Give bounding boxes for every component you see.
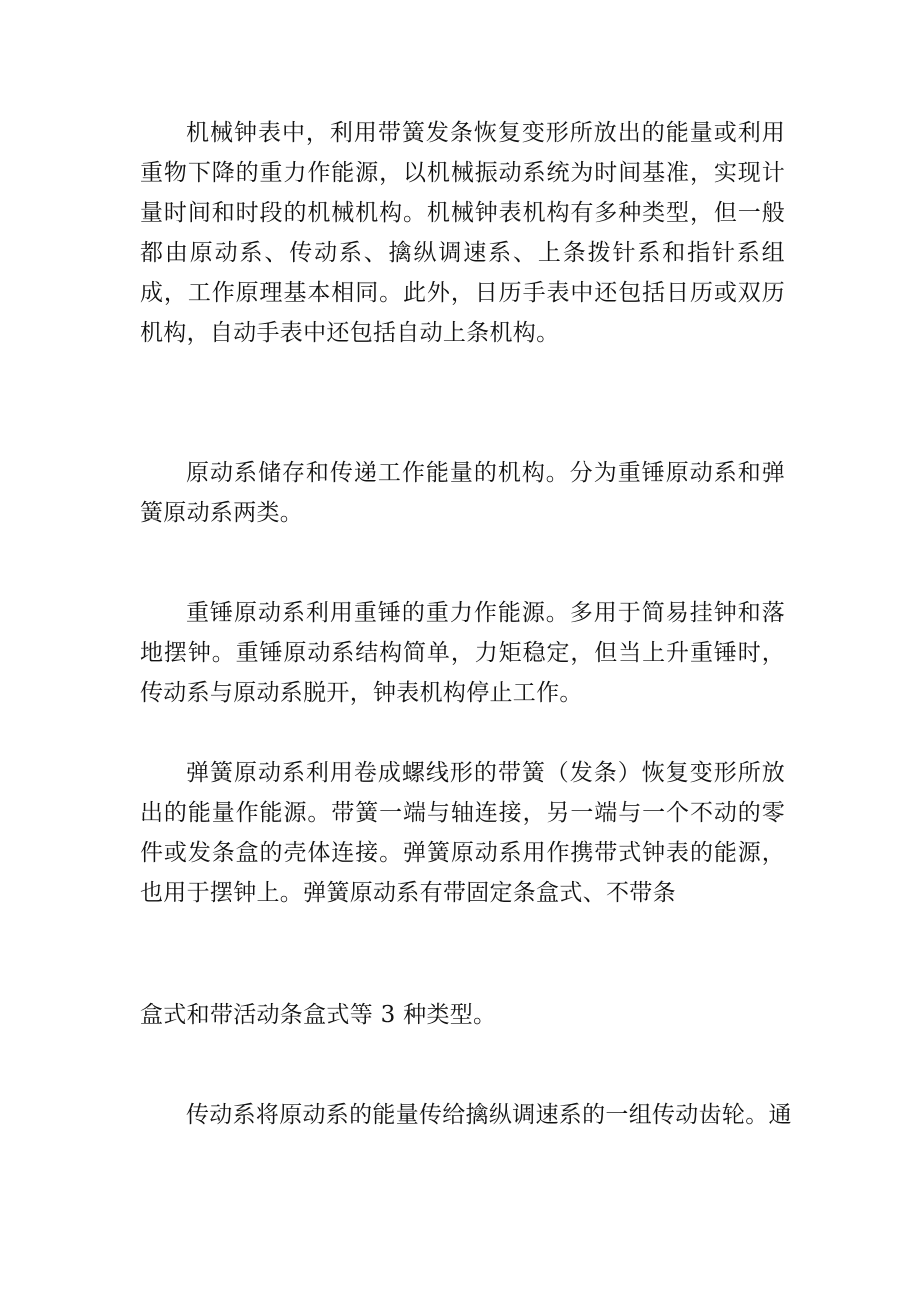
paragraph-weight-power-system: 重锤原动系利用重锤的重力作能源。多用于简易挂钟和落地摆钟。重锤原动系结构简单，力矩稳定，但当上升重锤时，传动系与原动系脱开，钟表机构停止工作。 (140, 600, 785, 706)
paragraph-transmission-system: 传动系将原动系的能量传给擒纵调速系的一组传动齿轮。通 (186, 1102, 792, 1128)
paragraph-spring-power-system: 弹簧原动系利用卷成螺线形的带簧（发条）恢复变形所放出的能量作能源。带簧一端与轴连接，另一端与一个不动的零件或发条盒的壳体连接。弹簧原动系用作携带式钟表的能源，也用于摆钟上。弹簧原动系有带固定条盒式、不带条 (140, 760, 785, 906)
paragraph-spring-types-continued: 盒式和带活动条盒式等 3 种类型。 (140, 1002, 497, 1028)
paragraph-mechanical-clock-intro: 机械钟表中，利用带簧发条恢复变形所放出的能量或利用重物下降的重力作能源，以机械振动系统为时间基准，实现计量时间和时段的机械机构。机械钟表机构有多种类型，但一般都由原动系、传动系、擒纵调速系、上条拨针系和指针系组成，工作原理基本相同。此外，日历手表中还包括日历或双历机构，自动手表中还包括自动上条机构。 (140, 120, 785, 346)
paragraph-power-system: 原动系储存和传递工作能量的机构。分为重锤原动系和弹簧原动系两类。 (140, 460, 785, 526)
